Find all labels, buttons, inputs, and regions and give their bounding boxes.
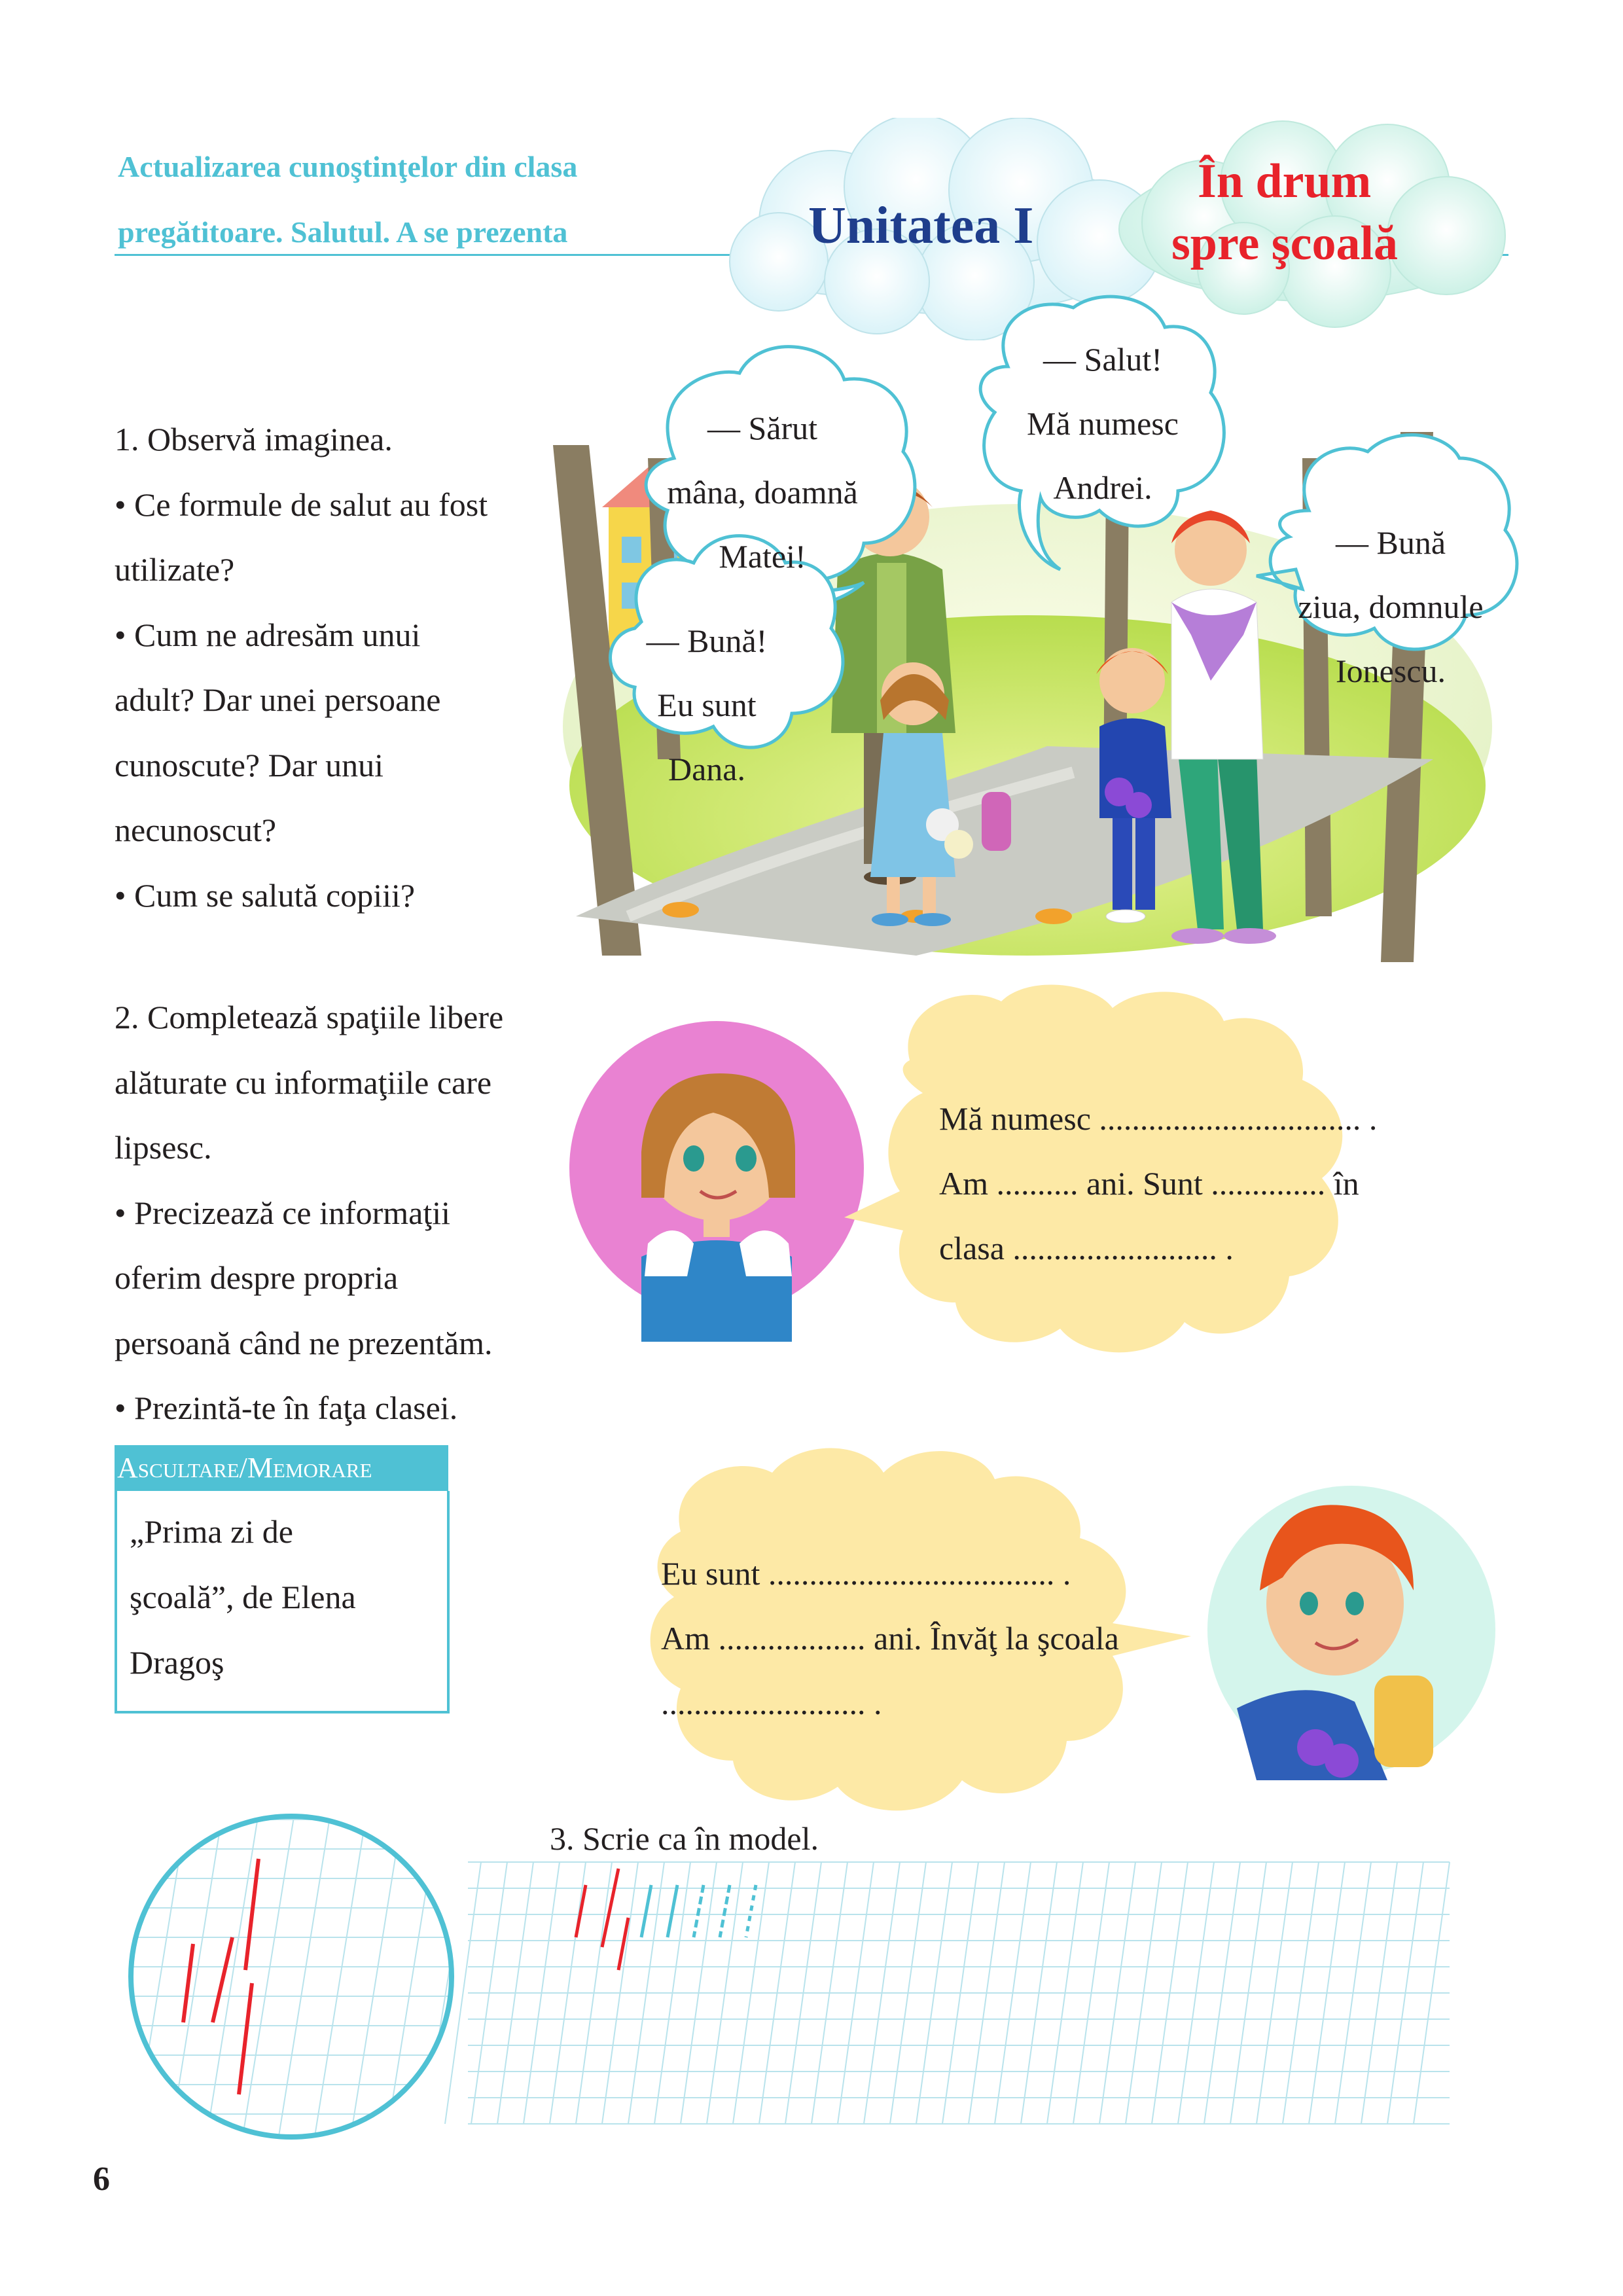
task-1: [115, 407, 573, 928]
listening-line: „Prima zi de: [130, 1513, 293, 1550]
bubble-line: Dana.: [668, 751, 745, 787]
listening-text: [130, 1499, 437, 1695]
task-2: [115, 985, 586, 1441]
boy-fill-in-text: [661, 1541, 1119, 1736]
fill-line: clasa ......................... .: [939, 1230, 1234, 1266]
fill-line: Eu sunt ................................... .: [661, 1555, 1071, 1592]
fill-line: Am .......... ani. Sunt .............. în: [939, 1165, 1359, 1202]
task-1-line: adult? Dar unei persoane: [115, 681, 441, 718]
task-2-line: persoană când ne prezentăm.: [115, 1324, 493, 1361]
bubble-line: mâna, doamnă: [667, 474, 858, 511]
listening-header-label: Ascultare/Memorare: [117, 1452, 372, 1484]
task-1-line: • Ce formule de salut au fost: [115, 486, 488, 523]
task-2-line: lipsesc.: [115, 1129, 212, 1166]
fill-line: Am .................. ani. Învăţ la şcoala: [661, 1620, 1119, 1657]
bubble-line: — Salut!: [1043, 341, 1162, 378]
theme-title-line-2: spre şcoală: [1171, 217, 1399, 270]
task-2-line: oferim despre propria: [115, 1259, 399, 1296]
bubble-line: Andrei.: [1053, 469, 1152, 506]
bubble-line: — Sărut: [707, 410, 818, 446]
task-1-line: utilizate?: [115, 551, 235, 588]
bubble-salut-text: [982, 327, 1224, 520]
task-2-line: 2. Completează spaţiile libere: [115, 999, 504, 1035]
handwriting-grid: [115, 1806, 1463, 2147]
bubble-line: Ionescu.: [1336, 653, 1446, 689]
bubble-buna-text: [618, 609, 795, 801]
listening-header: [115, 1445, 448, 1491]
girl-fill-in-text: [939, 1086, 1377, 1281]
listening-line: şcoală”, de Elena: [130, 1579, 356, 1615]
unit-title: Unitatea I: [808, 197, 1034, 255]
fill-line: ......................... .: [661, 1685, 882, 1721]
bubble-line: Mă numesc: [1027, 405, 1179, 442]
task-1-line: cunoscute? Dar unui: [115, 746, 383, 783]
bubble-line: Eu sunt: [657, 687, 757, 723]
task-1-line: necunoscut?: [115, 812, 277, 848]
task-2-line: alăturate cu informaţiile care: [115, 1064, 492, 1101]
bubble-buna-ziua-text: [1279, 511, 1502, 703]
bubble-sarut-text: [661, 396, 864, 588]
topic-header: [118, 134, 694, 265]
topic-line-2: pregătitoare. Salutul. A se prezenta: [118, 215, 568, 249]
bubble-line: — Bună!: [646, 622, 768, 659]
bubble-line: — Bună: [1335, 524, 1446, 561]
task-2-line: • Prezintă-te în faţa clasei.: [115, 1390, 458, 1426]
task-1-line: • Cum ne adresăm unui: [115, 616, 421, 653]
bubble-line: ziua, domnule: [1298, 588, 1484, 625]
topic-line-1: Actualizarea cunoştinţelor din clasa: [118, 150, 578, 183]
fill-line: Mă numesc ................................ .: [939, 1100, 1378, 1137]
writing-grid-lines: [468, 1862, 1450, 2124]
listening-line: Dragoş: [130, 1644, 224, 1681]
page-number: 6: [93, 2161, 110, 2198]
task-1-line: • Cum se salută copiii?: [115, 876, 416, 914]
task-2-line: • Precizează ce informaţii: [115, 1194, 451, 1231]
task-3-title: 3. Scrie ca în model.: [550, 1820, 819, 1857]
task-1-title: 1. Observă imaginea.: [115, 421, 393, 457]
bubble-line: Matei!: [719, 538, 806, 575]
theme-title-line-1: În drum: [1198, 154, 1372, 208]
model-strokes: [576, 1869, 756, 1970]
